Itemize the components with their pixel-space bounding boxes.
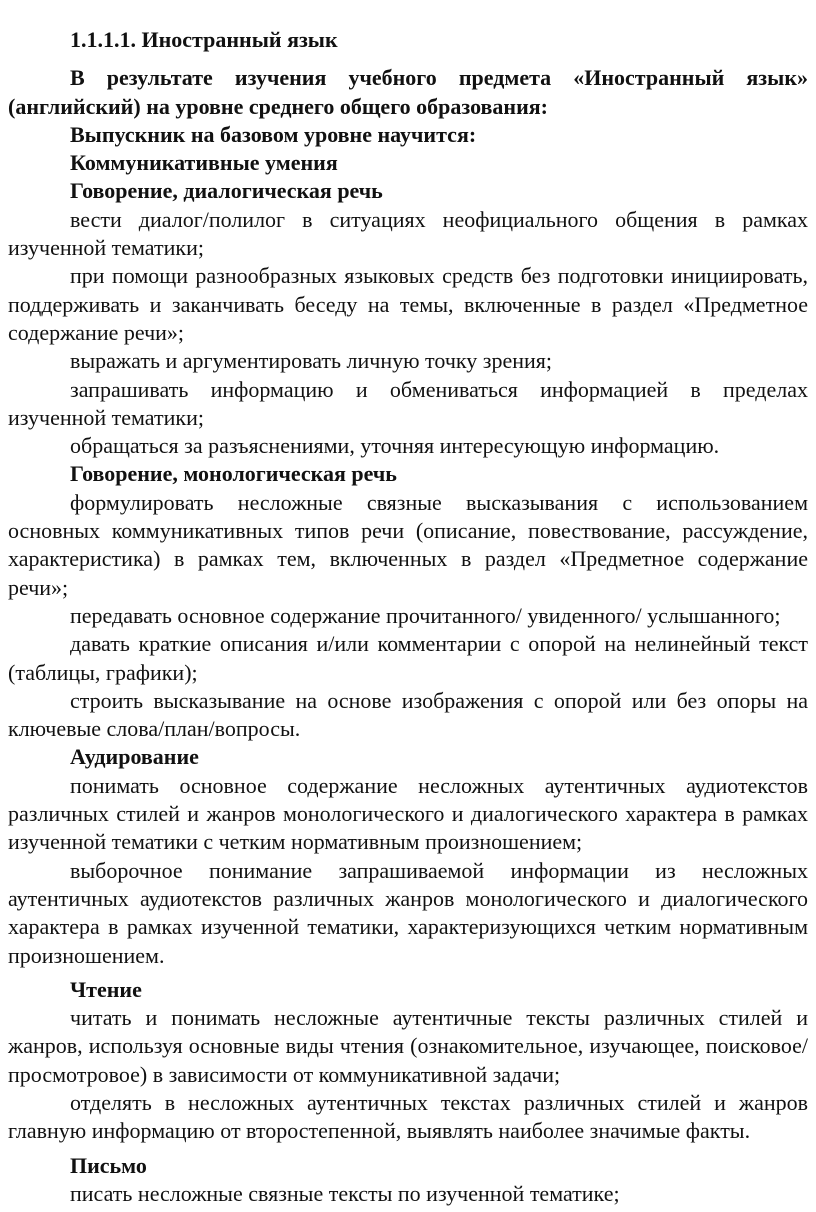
speaking-dialog-item: запрашивать информацию и обмениваться информацией в пределах изученной тематики; (8, 376, 808, 430)
reading-item: читать и понимать несложные аутентичные тексты различных стилей и жанров, используя основные виды чтения (ознакомительное, изучающее, поисковое/просмотровое) в зависимости от коммуникативной задачи; (8, 1005, 808, 1087)
writing-item: писать несложные связные тексты по изученной тематике; (70, 1180, 620, 1206)
speaking-dialog-item: при помощи разнообразных языковых средств без подготовки инициировать, поддерживать и заканчивать беседу на темы, включенные в раздел «Предметное содержание речи»; (8, 263, 808, 345)
graduate-basic-heading: Выпускник на базовом уровне научится: (70, 121, 477, 147)
writing-heading: Письмо (70, 1152, 147, 1178)
communicative-skills-heading: Коммуникативные умения (70, 150, 338, 176)
intro-paragraph: В результате изучения учебного предмета «Иностранный язык» (английский) на уровне среднего общего образования: (8, 65, 808, 119)
speaking-dialog-heading: Говорение, диалогическая речь (70, 178, 383, 204)
speaking-dialog-item: обращаться за разъяснениями, уточняя интересующую информацию. (70, 433, 720, 459)
listening-heading: Аудирование (70, 744, 199, 770)
listening-item: выборочное понимание запрашиваемой информации из несложных аутентичных аудиотекстов различных жанров монологического и диалогического характера в рамках изученной тематики, характеризующихся четким нормативным произношением. (8, 857, 808, 968)
reading-item: отделять в несложных аутентичных текстах различных стилей и жанров главную информацию от второстепенной, выявлять наиболее значимые факты. (8, 1089, 808, 1144)
reading-heading: Чтение (70, 976, 142, 1002)
speaking-monolog-item: формулировать несложные связные высказывания с использованием основных коммуникативных типов речи (описание, повествование, рассуждение, характеристика) в рамках тем, включенных в раздел «Предметное содержание речи»; (8, 489, 808, 600)
speaking-dialog-item: вести диалог/полилог в ситуациях неофициального общения в рамках изученной тематики; (8, 206, 808, 261)
speaking-monolog-item: строить высказывание на основе изображения с опорой или без опоры на ключевые слова/план/вопросы. (8, 687, 808, 742)
speaking-monolog-heading: Говорение, монологическая речь (70, 461, 397, 487)
section-title: 1.1.1.1. Иностранный язык (70, 27, 338, 52)
speaking-dialog-item: выражать и аргументировать личную точку зрения; (70, 348, 552, 374)
speaking-monolog-item: давать краткие описания и/или комментарии с опорой на нелинейный текст (таблицы, графики); (8, 631, 808, 685)
speaking-monolog-item: передавать основное содержание прочитанного/ увиденного/ услышанного; (70, 602, 781, 628)
listening-item: понимать основное содержание несложных аутентичных аудиотекстов различных стилей и жанров монологического и диалогического характера в рамках изученной тематики с четким нормативным произношением; (8, 772, 808, 855)
